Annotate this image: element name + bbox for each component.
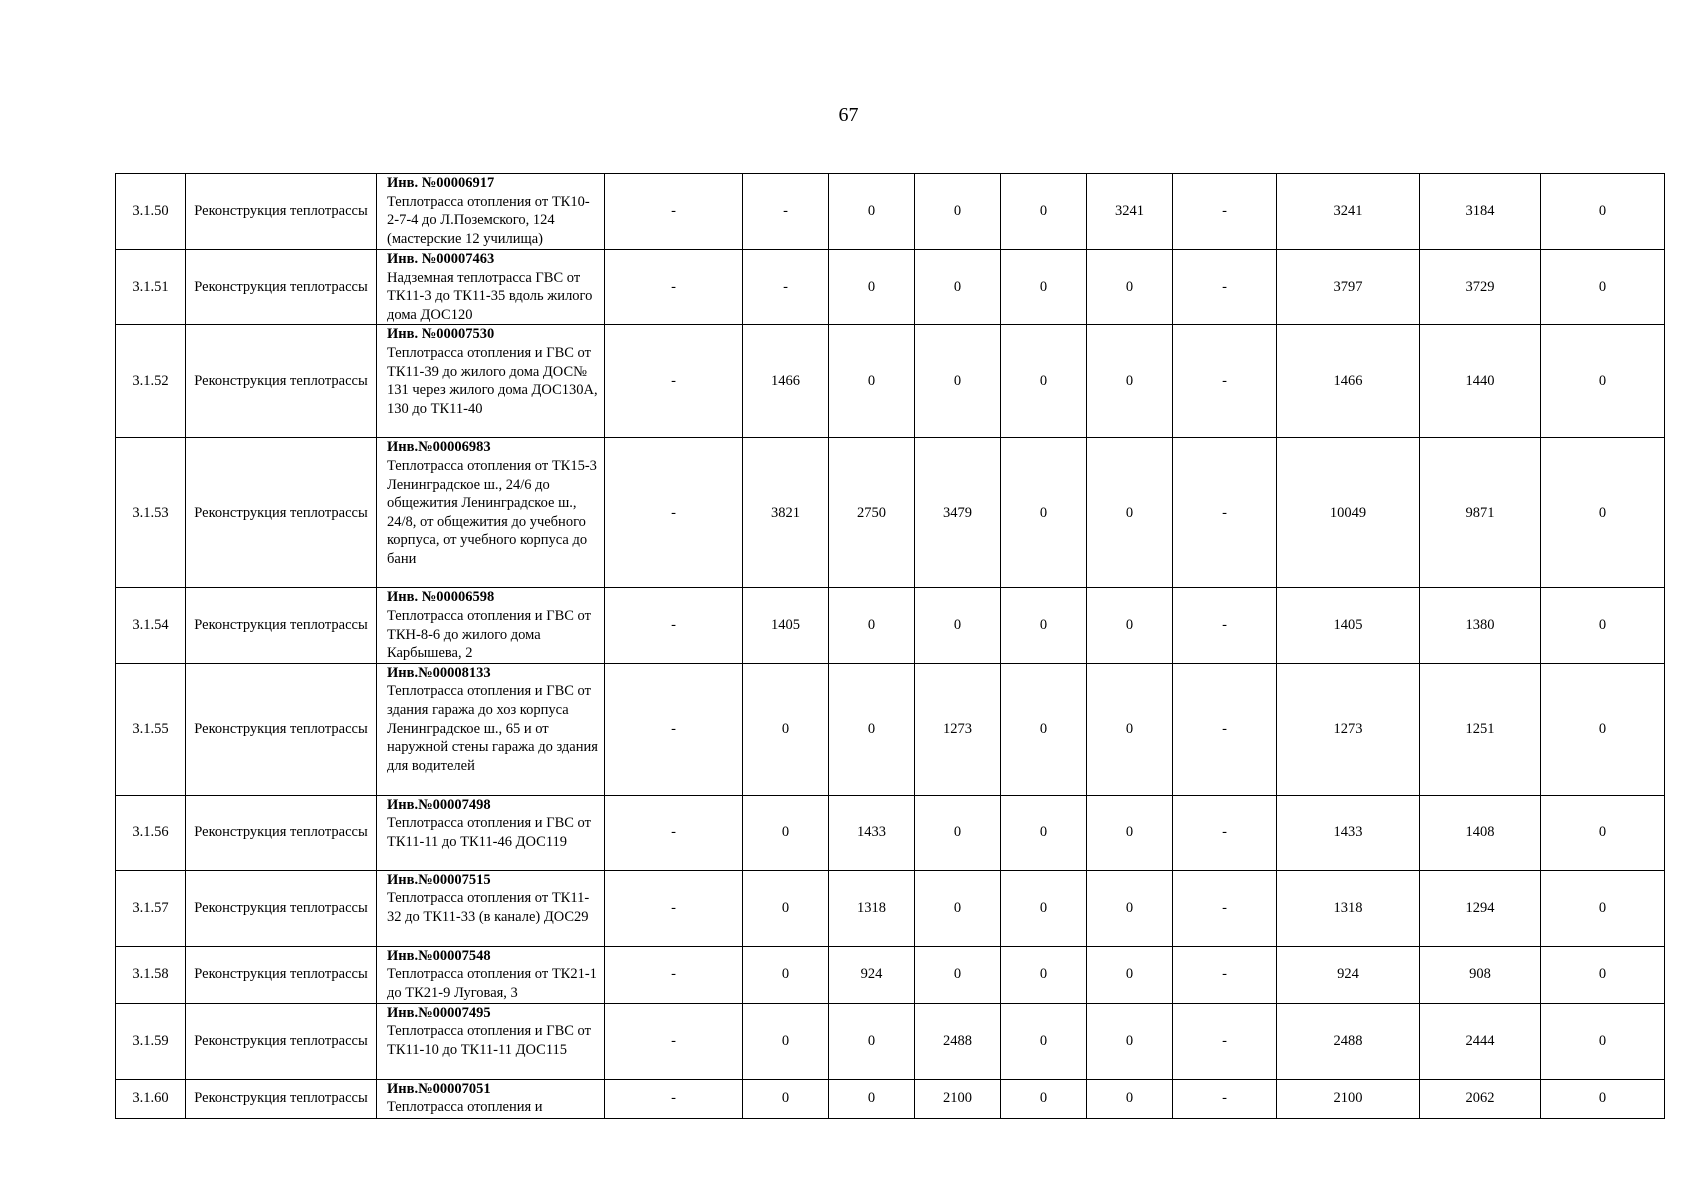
object-description-cell: [377, 588, 605, 663]
object-name: Теплотрасса отопления от ТК15-3 Ленинградское ш., 24/6 до общежития Ленинградское ш., 24/8, от общежития до учебного корпуса, от учебного корпуса до бани: [387, 457, 597, 567]
value-cell: 924: [1277, 946, 1420, 1003]
inventory-number: Инв.№00007495: [387, 1004, 491, 1021]
value-cell: -: [1173, 174, 1277, 250]
value-cell: 0: [1541, 325, 1665, 438]
object-description-cell: [377, 663, 605, 795]
value-cell: 2488: [915, 1003, 1001, 1079]
table-row: [116, 174, 1665, 250]
value-cell: 3184: [1420, 174, 1541, 250]
value-cell: -: [1173, 1003, 1277, 1079]
value-cell: 0: [1001, 1079, 1087, 1118]
value-cell: 3821: [743, 438, 829, 588]
value-cell: 2100: [915, 1079, 1001, 1118]
value-cell: 0: [1001, 325, 1087, 438]
value-cell: 0: [743, 1079, 829, 1118]
value-cell: 0: [1541, 438, 1665, 588]
value-cell: 10049: [1277, 438, 1420, 588]
value-cell: -: [605, 1003, 743, 1079]
value-cell: 0: [829, 1003, 915, 1079]
value-cell: -: [605, 325, 743, 438]
object-name: Теплотрасса отопления и ГВС от здания гаража до хоз корпуса Ленинградское ш., 65 и от наружной стены гаража до здания для водителей: [387, 683, 598, 774]
value-cell: 0: [1001, 870, 1087, 946]
value-cell: 0: [1541, 946, 1665, 1003]
investment-table: [115, 173, 1665, 1119]
value-cell: 0: [743, 795, 829, 870]
value-cell: 2488: [1277, 1003, 1420, 1079]
row-number-cell: 3.1.59: [116, 1003, 186, 1079]
work-type-cell: Реконструкция теплотрассы: [186, 325, 377, 438]
work-type-cell: Реконструкция теплотрассы: [186, 438, 377, 588]
object-name: Надземная теплотрасса ГВС от ТК11-3 до ТК11-35 вдоль жилого дома ДОС120: [387, 269, 593, 323]
value-cell: 0: [1087, 1079, 1173, 1118]
value-cell: 3797: [1277, 250, 1420, 325]
value-cell: 0: [1087, 870, 1173, 946]
value-cell: 0: [1541, 1079, 1665, 1118]
table-row: [116, 438, 1665, 588]
value-cell: 1318: [829, 870, 915, 946]
value-cell: -: [1173, 438, 1277, 588]
work-type-cell: Реконструкция теплотрассы: [186, 870, 377, 946]
row-number-cell: 3.1.60: [116, 1079, 186, 1118]
value-cell: 3241: [1277, 174, 1420, 250]
value-cell: 0: [829, 588, 915, 663]
value-cell: 0: [1087, 325, 1173, 438]
value-cell: 1380: [1420, 588, 1541, 663]
row-number-cell: 3.1.54: [116, 588, 186, 663]
value-cell: 1433: [829, 795, 915, 870]
row-number-cell: 3.1.55: [116, 663, 186, 795]
value-cell: 2062: [1420, 1079, 1541, 1118]
value-cell: 0: [915, 795, 1001, 870]
object-description-cell: [377, 870, 605, 946]
object-name: Теплотрасса отопления и ГВС от ТК11-39 до жилого дома ДОС№ 131 через жилого дома ДОС130А, 130 до ТК11-40: [387, 344, 598, 417]
value-cell: 9871: [1420, 438, 1541, 588]
value-cell: -: [605, 250, 743, 325]
value-cell: -: [605, 438, 743, 588]
object-description-cell: [377, 795, 605, 870]
value-cell: 908: [1420, 946, 1541, 1003]
work-type-cell: Реконструкция теплотрассы: [186, 795, 377, 870]
value-cell: -: [1173, 588, 1277, 663]
value-cell: 0: [1541, 870, 1665, 946]
table-row: [116, 795, 1665, 870]
work-type-cell: Реконструкция теплотрассы: [186, 174, 377, 250]
value-cell: -: [1173, 795, 1277, 870]
value-cell: 0: [1001, 174, 1087, 250]
object-description-cell: [377, 438, 605, 588]
object-description-cell: [377, 325, 605, 438]
object-description-cell: [377, 250, 605, 325]
value-cell: 924: [829, 946, 915, 1003]
object-name: Теплотрасса отопления и ГВС от ТКН-8-6 до жилого дома Карбышева, 2: [387, 607, 591, 662]
value-cell: 0: [915, 588, 1001, 663]
table-row: [116, 325, 1665, 438]
inventory-number: Инв.№00008133: [387, 664, 491, 681]
value-cell: -: [605, 174, 743, 250]
value-cell: 0: [915, 870, 1001, 946]
inventory-number: Инв. №00007530: [387, 326, 495, 343]
value-cell: 0: [1541, 588, 1665, 663]
page-number: 67: [838, 104, 859, 126]
value-cell: 0: [743, 870, 829, 946]
inventory-number: Инв.№00007548: [387, 947, 491, 964]
value-cell: 1440: [1420, 325, 1541, 438]
value-cell: 1318: [1277, 870, 1420, 946]
inventory-number: Инв. №00007463: [387, 251, 495, 267]
value-cell: 0: [1001, 1003, 1087, 1079]
value-cell: -: [743, 250, 829, 325]
value-cell: 0: [1001, 946, 1087, 1003]
value-cell: -: [1173, 870, 1277, 946]
table-row: [116, 870, 1665, 946]
row-number-cell: 3.1.52: [116, 325, 186, 438]
value-cell: 1294: [1420, 870, 1541, 946]
value-cell: 1405: [743, 588, 829, 663]
value-cell: -: [605, 663, 743, 795]
work-type-cell: Реконструкция теплотрассы: [186, 1003, 377, 1079]
value-cell: 0: [1001, 663, 1087, 795]
value-cell: 0: [743, 1003, 829, 1079]
table-body: [116, 174, 1665, 1119]
inventory-number: Инв.№00006983: [387, 439, 491, 456]
value-cell: 0: [829, 325, 915, 438]
value-cell: 2444: [1420, 1003, 1541, 1079]
work-type-cell: Реконструкция теплотрассы: [186, 588, 377, 663]
object-description-cell: [377, 1079, 605, 1118]
value-cell: 1408: [1420, 795, 1541, 870]
value-cell: 0: [915, 946, 1001, 1003]
inventory-number: Инв.№00007051: [387, 1080, 491, 1097]
value-cell: 0: [743, 663, 829, 795]
value-cell: -: [605, 946, 743, 1003]
value-cell: 1405: [1277, 588, 1420, 663]
value-cell: 0: [1541, 795, 1665, 870]
inventory-number: Инв.№00007498: [387, 796, 491, 813]
value-cell: 0: [1087, 795, 1173, 870]
value-cell: -: [1173, 663, 1277, 795]
table-row: [116, 588, 1665, 663]
work-type-cell: Реконструкция теплотрассы: [186, 663, 377, 795]
value-cell: 0: [829, 663, 915, 795]
value-cell: 0: [1001, 438, 1087, 588]
value-cell: 0: [1001, 588, 1087, 663]
row-number-cell: 3.1.58: [116, 946, 186, 1003]
value-cell: -: [1173, 250, 1277, 325]
inventory-number: Инв. №00006598: [387, 589, 495, 606]
work-type-cell: Реконструкция теплотрассы: [186, 946, 377, 1003]
object-description-cell: [377, 946, 605, 1003]
value-cell: 1433: [1277, 795, 1420, 870]
value-cell: 0: [915, 250, 1001, 325]
value-cell: -: [1173, 946, 1277, 1003]
value-cell: -: [605, 1079, 743, 1118]
value-cell: 0: [829, 250, 915, 325]
value-cell: 0: [1541, 250, 1665, 325]
value-cell: -: [605, 870, 743, 946]
value-cell: 2100: [1277, 1079, 1420, 1118]
value-cell: 0: [1087, 438, 1173, 588]
table-row: [116, 663, 1665, 795]
value-cell: 0: [1001, 795, 1087, 870]
row-number-cell: 3.1.57: [116, 870, 186, 946]
value-cell: 2750: [829, 438, 915, 588]
value-cell: 1273: [1277, 663, 1420, 795]
work-type-cell: Реконструкция теплотрассы: [186, 1079, 377, 1118]
value-cell: 3729: [1420, 250, 1541, 325]
value-cell: 1466: [1277, 325, 1420, 438]
value-cell: -: [605, 588, 743, 663]
object-description-cell: [377, 1003, 605, 1079]
row-number-cell: 3.1.51: [116, 250, 186, 325]
value-cell: 0: [1087, 250, 1173, 325]
value-cell: 0: [915, 325, 1001, 438]
value-cell: 0: [1541, 1003, 1665, 1079]
object-name: Теплотрасса отопления и ГВС от ТК11-11 до ТК11-46 ДОС119: [387, 815, 591, 850]
object-name: Теплотрасса отопления от ТК10-2-7-4 до Л.Поземского, 124 (мастерские 12 училища): [387, 193, 590, 247]
table-row: [116, 946, 1665, 1003]
value-cell: 0: [1001, 250, 1087, 325]
value-cell: 1273: [915, 663, 1001, 795]
inventory-number: Инв.№00007515: [387, 871, 491, 888]
value-cell: 3479: [915, 438, 1001, 588]
value-cell: 0: [1087, 1003, 1173, 1079]
table-row: [116, 1003, 1665, 1079]
object-name: Теплотрасса отопления от ТК11-32 до ТК11-33 (в канале) ДОС29: [387, 890, 590, 925]
value-cell: 0: [743, 946, 829, 1003]
value-cell: 0: [829, 174, 915, 250]
value-cell: 1251: [1420, 663, 1541, 795]
object-name: Теплотрасса отопления от ТК21-1 до ТК21-9 Луговая, 3: [387, 966, 597, 1001]
table-row: [116, 1079, 1665, 1118]
value-cell: 0: [829, 1079, 915, 1118]
value-cell: 0: [1087, 588, 1173, 663]
value-cell: -: [605, 795, 743, 870]
value-cell: 3241: [1087, 174, 1173, 250]
row-number-cell: 3.1.50: [116, 174, 186, 250]
row-number-cell: 3.1.56: [116, 795, 186, 870]
inventory-number: Инв. №00006917: [387, 175, 495, 191]
object-name: Теплотрасса отопления и: [387, 1099, 543, 1116]
object-description-cell: [377, 174, 605, 250]
value-cell: -: [1173, 325, 1277, 438]
value-cell: -: [1173, 1079, 1277, 1118]
work-type-cell: Реконструкция теплотрассы: [186, 250, 377, 325]
object-name: Теплотрасса отопления и ГВС от ТК11-10 до ТК11-11 ДОС115: [387, 1023, 591, 1058]
value-cell: -: [743, 174, 829, 250]
value-cell: 0: [1087, 663, 1173, 795]
row-number-cell: 3.1.53: [116, 438, 186, 588]
value-cell: 0: [1087, 946, 1173, 1003]
value-cell: 1466: [743, 325, 829, 438]
value-cell: 0: [1541, 174, 1665, 250]
table-row: [116, 250, 1665, 325]
value-cell: 0: [1541, 663, 1665, 795]
value-cell: 0: [915, 174, 1001, 250]
